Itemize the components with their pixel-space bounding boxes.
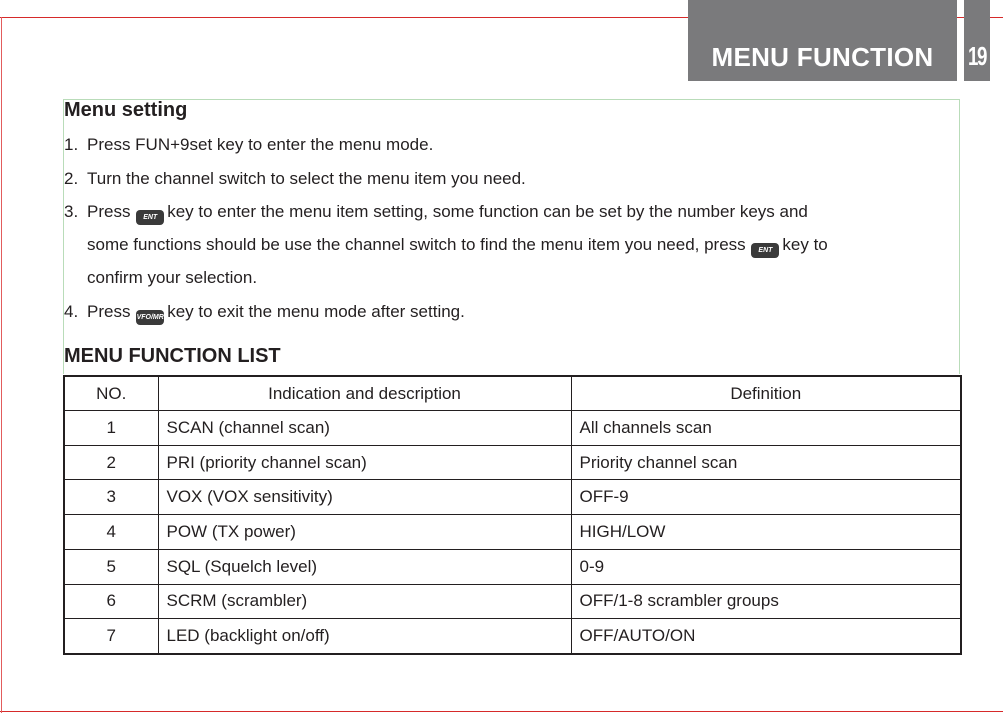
table-row [64, 445, 961, 480]
column-header-definition: Definition [571, 376, 961, 411]
step-4 [64, 302, 465, 325]
row-indication: SCAN (channel scan) [158, 411, 571, 446]
row-definition: OFF-9 [571, 480, 961, 515]
column-header-no: NO. [64, 376, 158, 411]
table-row [64, 515, 961, 550]
row-indication: POW (TX power) [158, 515, 571, 550]
ent-key-icon: ENT [751, 243, 779, 258]
step-text-post: key to [782, 235, 828, 254]
step-index: 4. [64, 302, 79, 321]
row-number: 6 [64, 584, 158, 619]
row-number: 3 [64, 480, 158, 515]
row-definition: 0-9 [571, 549, 961, 584]
step-index: 1. [64, 135, 79, 154]
page-number: 19 [968, 41, 986, 71]
step-3-continuation [87, 235, 828, 258]
row-number: 4 [64, 515, 158, 550]
step-text-pre: Press [87, 202, 131, 221]
step-text-post: key to enter the menu item setting, some function can be set by the number keys and [167, 202, 808, 221]
row-definition: OFF/1-8 scrambler groups [571, 584, 961, 619]
row-indication: SQL (Squelch level) [158, 549, 571, 584]
trim-line-bottom [0, 711, 1003, 712]
column-header-indication: Indication and description [158, 376, 571, 411]
step-3 [64, 202, 808, 225]
row-number: 7 [64, 619, 158, 654]
table-row [64, 549, 961, 584]
table-header-row [64, 376, 961, 411]
vfo-mr-key-icon: VFO/MR [136, 310, 164, 325]
step-index: 3. [64, 202, 79, 221]
menu-setting-heading: Menu setting [64, 99, 188, 121]
row-indication: VOX (VOX sensitivity) [158, 480, 571, 515]
menu-function-table [63, 375, 962, 655]
step-1 [64, 135, 433, 155]
step-text-pre: Press [87, 302, 131, 321]
row-definition: HIGH/LOW [571, 515, 961, 550]
step-index: 2. [64, 169, 79, 188]
table-row [64, 411, 961, 446]
row-indication: PRI (priority channel scan) [158, 445, 571, 480]
step-text-pre: some functions should be use the channel switch to find the menu item you need, press [87, 235, 746, 254]
row-definition: All channels scan [571, 411, 961, 446]
row-definition: Priority channel scan [571, 445, 961, 480]
step-3-continuation-2 [87, 268, 257, 288]
section-header [688, 0, 957, 81]
step-text-post: key to exit the menu mode after setting. [167, 302, 465, 321]
menu-function-list-heading: MENU FUNCTION LIST [64, 345, 281, 367]
trim-line-left [1, 17, 2, 713]
row-number: 2 [64, 445, 158, 480]
step-2 [64, 169, 526, 189]
row-number: 5 [64, 549, 158, 584]
row-indication: LED (backlight on/off) [158, 619, 571, 654]
row-indication: SCRM (scrambler) [158, 584, 571, 619]
section-title: MENU FUNCTION [711, 42, 934, 72]
row-definition: OFF/AUTO/ON [571, 619, 961, 654]
row-number: 1 [64, 411, 158, 446]
step-text: Turn the channel switch to select the menu item you need. [87, 169, 526, 188]
table-row [64, 584, 961, 619]
step-text: Press FUN+9set key to enter the menu mode. [87, 135, 434, 154]
table-row [64, 619, 961, 654]
step-text: confirm your selection. [87, 268, 258, 287]
page-tab [964, 0, 990, 81]
ent-key-icon: ENT [136, 210, 164, 225]
table-row [64, 480, 961, 515]
